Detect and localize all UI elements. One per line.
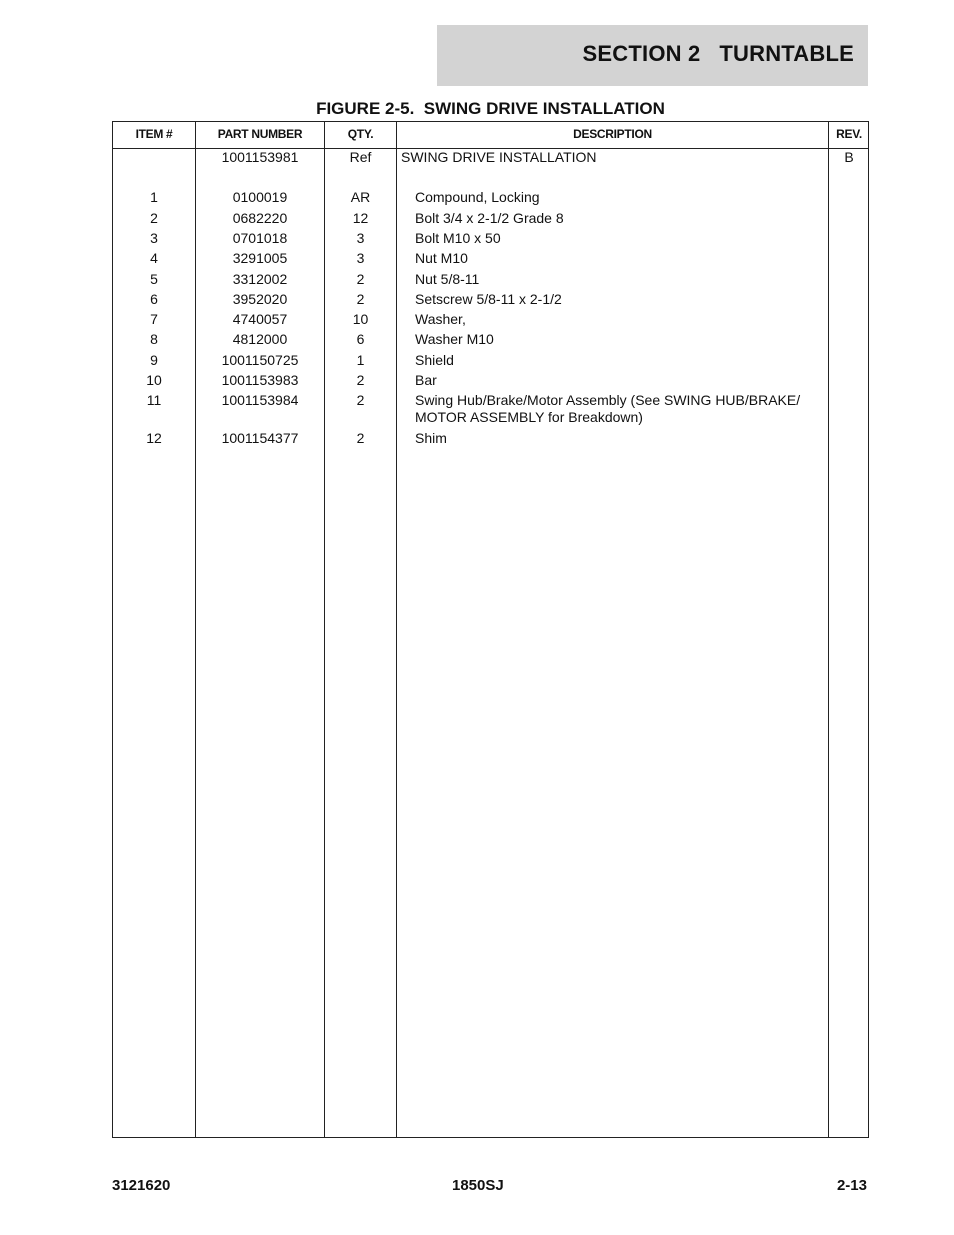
footer-doc-number: 3121620 <box>112 1177 171 1194</box>
column-header-rev: REV. <box>836 127 862 141</box>
part-number: 1001153981 <box>221 149 299 165</box>
part-number: 0701018 <box>232 230 288 246</box>
description: SWING DRIVE INSTALLATION <box>401 149 597 165</box>
part-number: 1001153983 <box>221 372 299 388</box>
part-number: 0682220 <box>232 210 288 226</box>
part-number: 4740057 <box>232 311 288 327</box>
part-number: 1001150725 <box>221 352 299 368</box>
column-divider <box>828 122 829 1137</box>
item-number: 2 <box>150 210 158 226</box>
description: Bolt M10 x 50 <box>415 230 501 246</box>
quantity: 2 <box>356 291 365 307</box>
part-number: 1001153984 <box>221 392 299 408</box>
description: Bar <box>415 372 437 388</box>
description: Washer M10 <box>415 331 494 347</box>
item-number: 9 <box>150 352 158 368</box>
item-number: 4 <box>150 250 158 266</box>
column-header-qty: QTY. <box>347 127 374 141</box>
description: Shield <box>415 352 454 368</box>
quantity: 1 <box>356 352 365 368</box>
quantity: 12 <box>352 210 369 226</box>
description: Shim <box>415 430 447 446</box>
footer-page-number: 2-13 <box>836 1177 867 1194</box>
quantity: 2 <box>356 372 365 388</box>
description-line: MOTOR ASSEMBLY for Breakdown) <box>415 409 643 425</box>
item-number: 12 <box>146 430 162 446</box>
revision: B <box>844 149 854 165</box>
quantity: AR <box>350 189 371 205</box>
description: Washer, <box>415 311 466 327</box>
column-divider <box>396 122 397 1137</box>
quantity: 3 <box>356 230 365 246</box>
quantity: 2 <box>356 271 365 287</box>
description: Setscrew 5/8-11 x 2-1/2 <box>415 291 562 307</box>
section-header <box>437 25 868 86</box>
column-header-part-number: PART NUMBER <box>217 127 303 141</box>
description: Bolt 3/4 x 2-1/2 Grade 8 <box>415 210 564 226</box>
description: Compound, Locking <box>415 189 540 205</box>
description-line: Swing Hub/Brake/Motor Assembly (See SWING HUB/BRAKE/ <box>415 392 801 408</box>
quantity: Ref <box>349 149 372 165</box>
part-number: 3952020 <box>232 291 288 307</box>
part-number: 3291005 <box>232 250 288 266</box>
item-number: 1 <box>150 189 158 205</box>
item-number: 5 <box>150 271 158 287</box>
item-number: 11 <box>146 392 162 408</box>
column-header-item: ITEM # <box>135 127 173 141</box>
quantity: 2 <box>356 430 365 446</box>
item-number: 6 <box>150 291 158 307</box>
item-number: 8 <box>150 331 158 347</box>
quantity: 3 <box>356 250 365 266</box>
figure-title: FIGURE 2-5. SWING DRIVE INSTALLATION <box>316 99 665 118</box>
description: Nut 5/8-11 <box>415 271 480 287</box>
item-number: 7 <box>150 311 158 327</box>
section-title: SECTION 2 TURNTABLE <box>582 41 854 66</box>
description <box>415 392 823 426</box>
item-number: 10 <box>146 372 162 388</box>
footer-model: 1850SJ <box>452 1177 504 1194</box>
part-number: 1001154377 <box>221 430 299 446</box>
part-number: 4812000 <box>232 331 288 347</box>
part-number: 0100019 <box>232 189 288 205</box>
item-number: 3 <box>150 230 158 246</box>
column-header-description: DESCRIPTION <box>573 127 652 141</box>
description: Nut M10 <box>415 250 468 266</box>
quantity: 6 <box>356 331 365 347</box>
part-number: 3312002 <box>232 271 288 287</box>
parts-table <box>112 121 869 1138</box>
quantity: 10 <box>352 311 369 327</box>
quantity: 2 <box>356 392 365 408</box>
